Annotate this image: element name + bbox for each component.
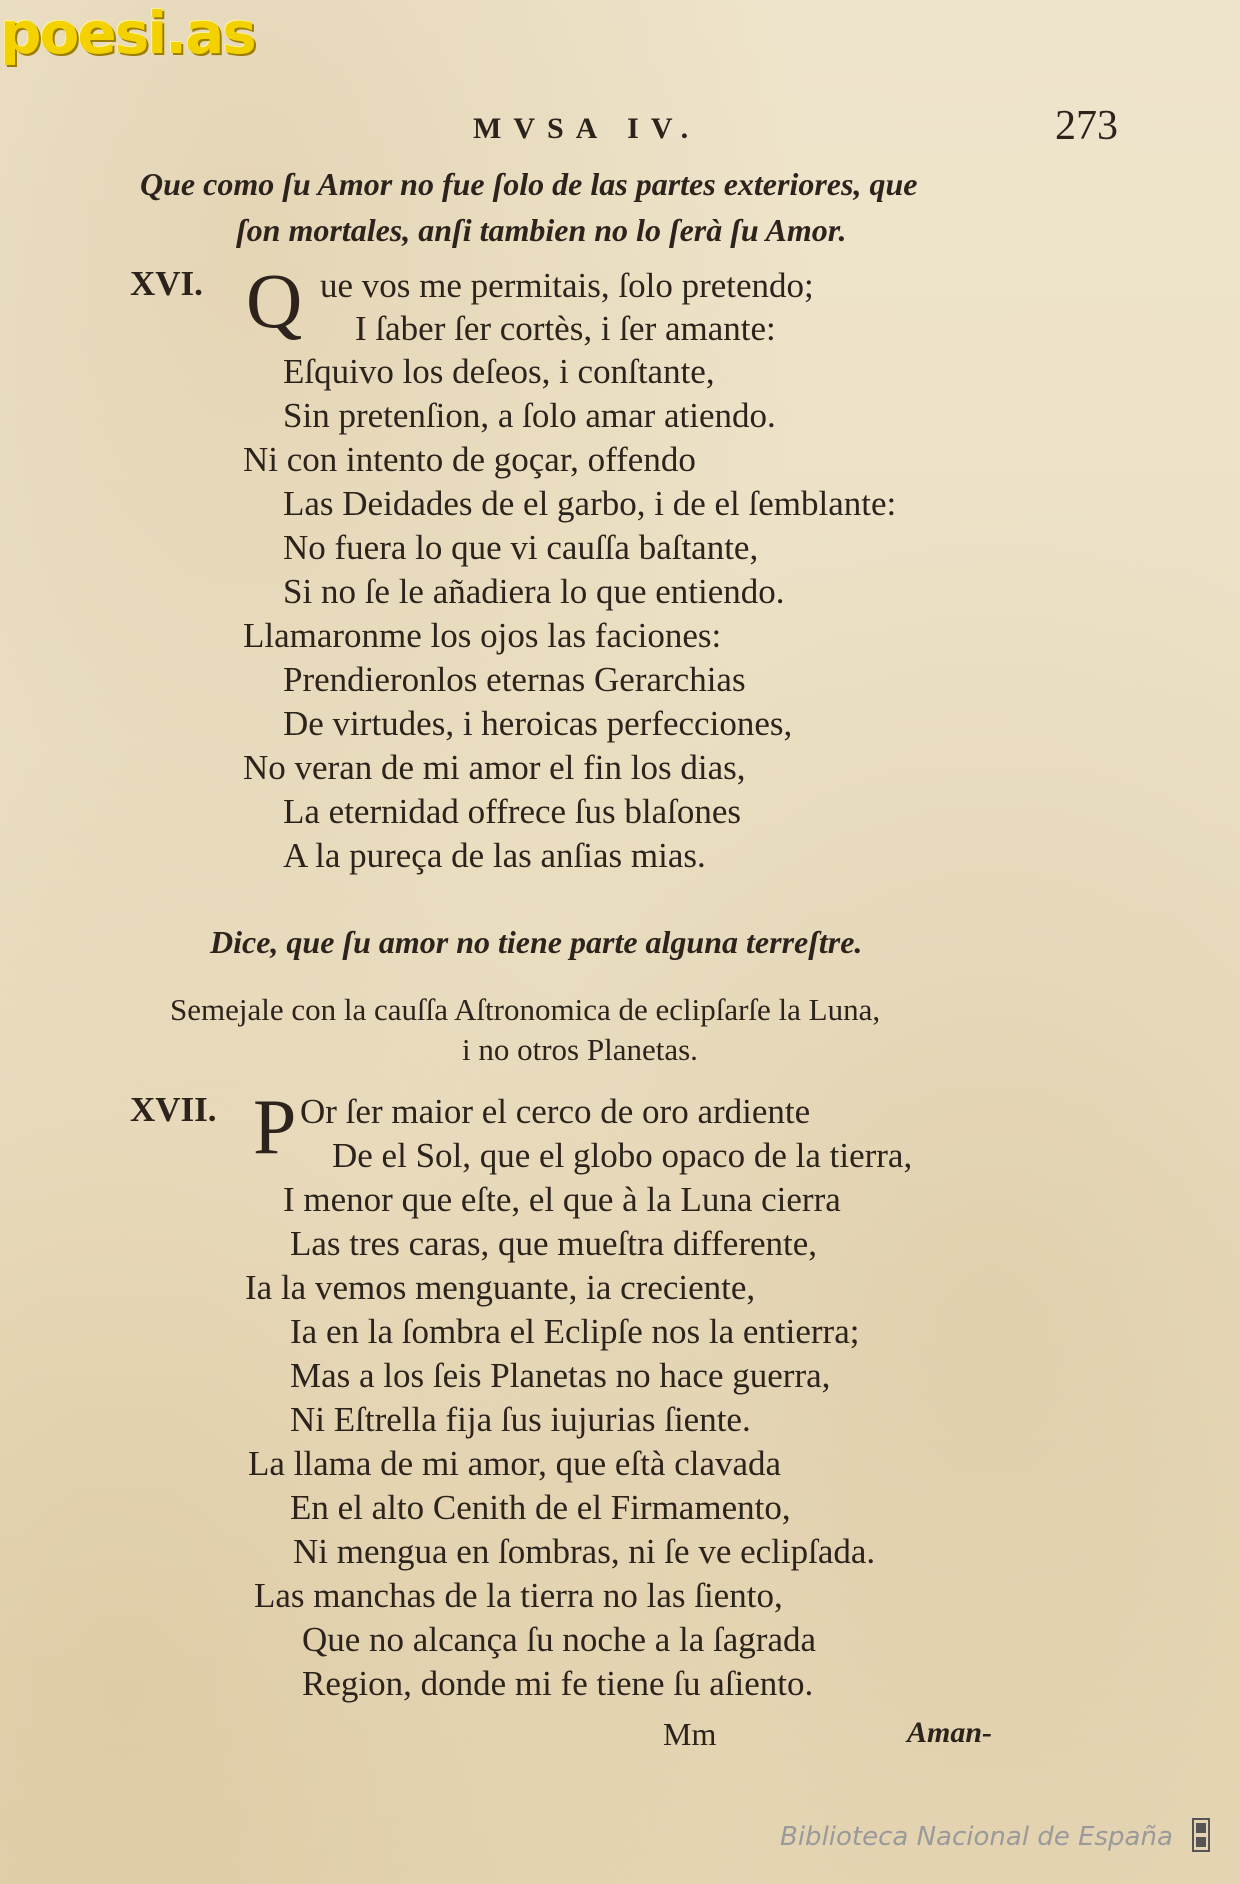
sonnet-17-line: En el alto Cenith de el Firmamento, [290, 1488, 791, 1527]
sonnet-16-line: Ni con intento de goçar, offendo [243, 440, 696, 479]
running-header: MVSA IV. [473, 112, 701, 145]
poesias-watermark-logo[interactable]: poesi.as [0, 0, 255, 67]
sonnet-16-heading-line-2: ſon mortales, anſi tambien no lo ſerà ſu Amor. [236, 212, 847, 248]
signature-mark: Mm [663, 1716, 717, 1752]
sonnet-17-heading-line-1: Semejale con la cauſſa Aſtronomica de eclipſarſe la Luna, [170, 992, 881, 1027]
sonnet-16-line: Las Deidades de el garbo, i de el ſemblante: [283, 484, 897, 523]
sonnet-16-line: Prendieronlos eternas Gerarchias [283, 660, 746, 699]
sonnet-16-drop-cap: Q [246, 257, 303, 344]
sonnet-16-line: I ſaber ſer cortès, i ſer amante: [355, 309, 776, 348]
sonnet-17-drop-cap: P [253, 1083, 297, 1170]
sonnet-16-number: XVI. [130, 264, 203, 303]
sonnet-17-line: Mas a los ſeis Planetas no hace guerra, [290, 1356, 831, 1395]
sonnet-17-number: XVII. [130, 1090, 217, 1129]
sonnet-17-line: Region, donde mi fe tiene ſu aſiento. [302, 1664, 814, 1703]
sonnet-17-line: De el Sol, que el globo opaco de la tierra, [332, 1136, 913, 1175]
sonnet-16-line: Sin pretenſion, a ſolo amar atiendo. [283, 396, 776, 435]
sonnet-16-line: Si no ſe le añadiera lo que entiendo. [283, 572, 785, 611]
sonnet-16-heading-line-1: Que como ſu Amor no fue ſolo de las partes exteriores, que [140, 166, 918, 202]
sonnet-17-line: I menor que eſte, el que à la Luna cierra [283, 1180, 841, 1219]
sonnet-16-line: La eternidad offrece ſus blaſones [283, 792, 742, 831]
sonnet-17-line: Ia en la ſombra el Eclipſe nos la entierra; [290, 1312, 860, 1351]
sonnet-17-line: Las manchas de la tierra no las ſiento, [254, 1576, 783, 1615]
sonnet-17-heading-italic: Dice, que ſu amor no tiene parte alguna terreſtre. [210, 924, 863, 960]
catchword: Aman- [907, 1716, 993, 1749]
sonnet-17-line: Ni Eſtrella fija ſus iujurias ſiente. [290, 1400, 751, 1439]
sonnet-17-line: Ni mengua en ſombras, ni ſe ve eclipſada. [293, 1532, 876, 1571]
sonnet-17-line: Ia la vemos menguante, ia creciente, [245, 1268, 756, 1307]
sonnet-16-line: No veran de mi amor el fin los dias, [243, 748, 746, 787]
sonnet-17-line: Las tres caras, que mueſtra differente, [290, 1224, 818, 1263]
sonnet-17-line: La llama de mi amor, que eſtà clavada [248, 1444, 782, 1483]
sonnet-16-line: ue vos me permitais, ſolo pretendo; [320, 266, 814, 305]
sonnet-16-line: Llamaronme los ojos las faciones: [243, 616, 722, 655]
page-number: 273 [1055, 103, 1118, 149]
sonnet-16-line: A la pureça de las anſias mias. [283, 836, 706, 875]
bne-logo-icon [1192, 1818, 1210, 1852]
sonnet-16-line: De virtudes, i heroicas perfecciones, [283, 704, 793, 743]
sonnet-17-line: Or ſer maior el cerco de oro ardiente [300, 1092, 811, 1131]
sonnet-16-line: No fuera lo que vi cauſſa baſtante, [283, 528, 759, 567]
library-credit[interactable]: Biblioteca Nacional de España [780, 1822, 1173, 1852]
sonnet-17-line: Que no alcança ſu noche a la ſagrada [302, 1620, 817, 1659]
sonnet-17-heading-line-2: i no otros Planetas. [462, 1032, 698, 1067]
sonnet-16-line: Eſquivo los deſeos, i conſtante, [283, 352, 715, 391]
